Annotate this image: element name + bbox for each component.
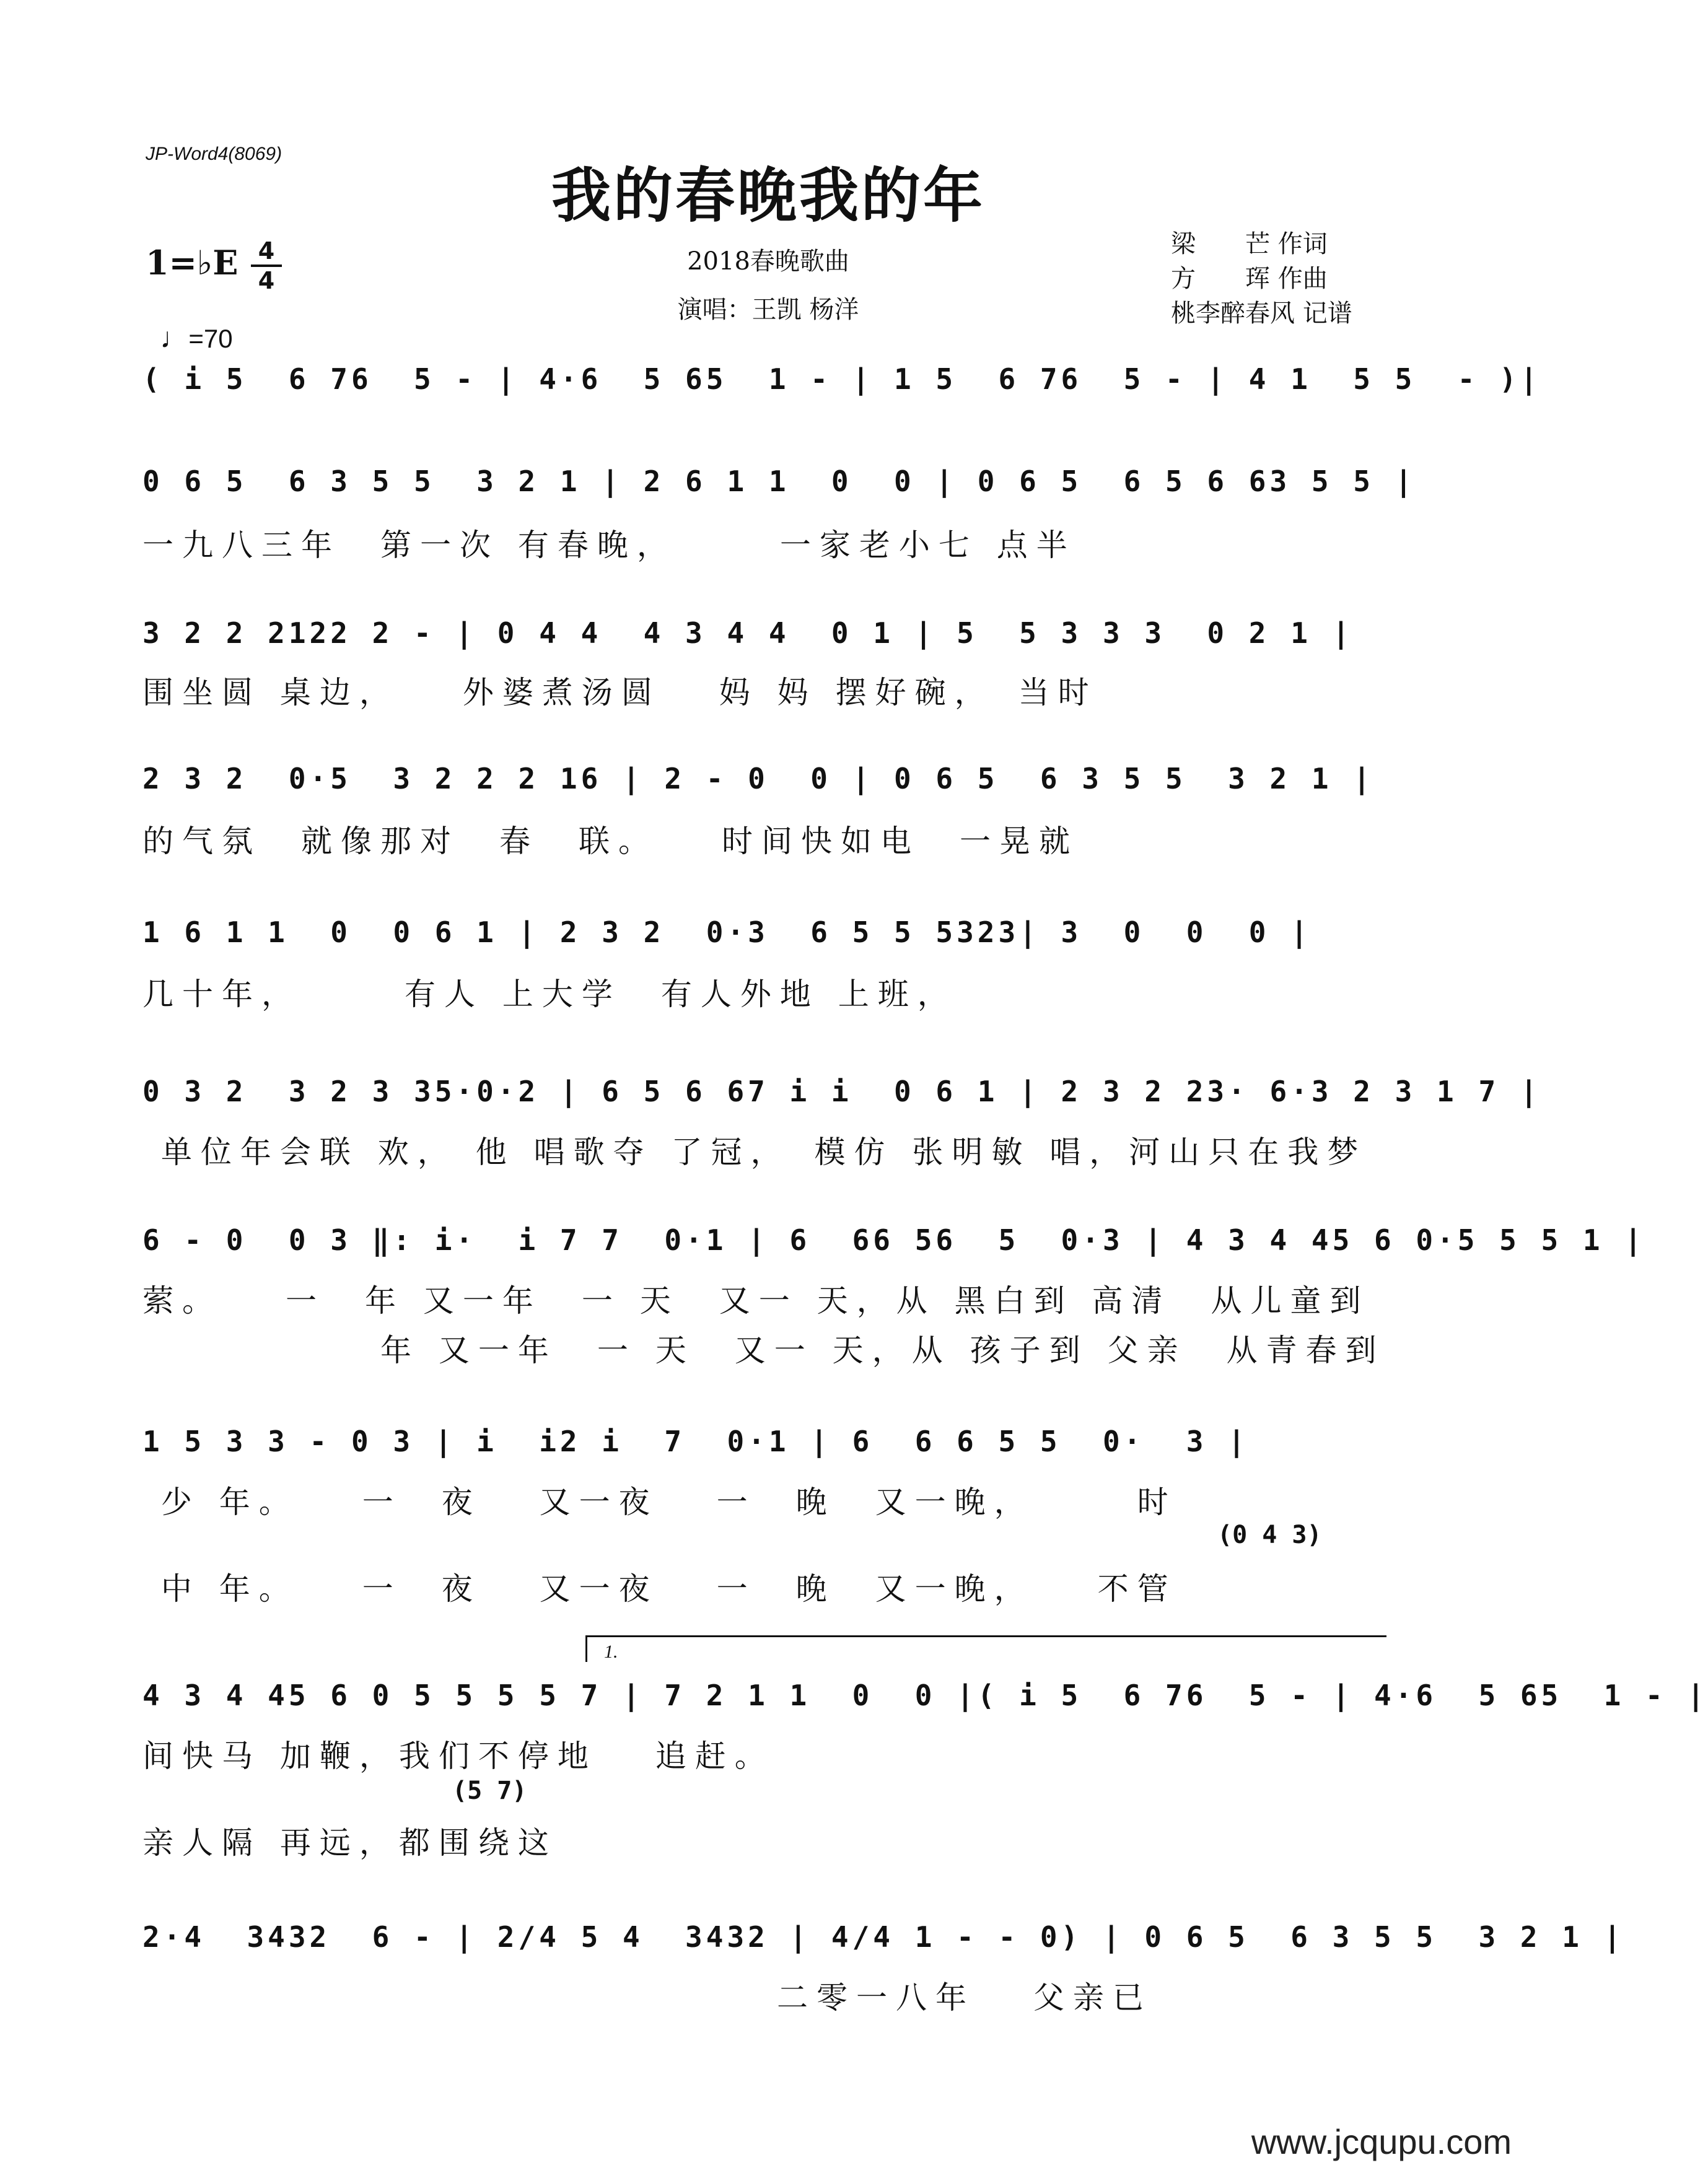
lyric-line: 的气氛 就像那对 春 联。 时间快如电 一晃就 xyxy=(142,823,1079,859)
volta-bracket xyxy=(585,1635,1386,1662)
notation-system-1: ( i 5 6 76 5 - | 4·6 5 65 1 - | 1 5 6 76 5 - | 4 1 5 5 - )| xyxy=(142,362,1541,396)
ossia-notes: (5 7) xyxy=(452,1777,527,1805)
credit-composer: 方 珲 作曲 xyxy=(1171,265,1328,293)
notation-system-10: 2·4 3432 6 - | 2/4 5 4 3432 | 4/4 1 - - 0) | 0 6 5 6 3 5 5 3 2 1 | xyxy=(142,1920,1625,1954)
notation-system-8: 1 5 3 3 - 0 3 | i i2 i 7 0·1 | 6 6 6 5 5 0· 3 | xyxy=(142,1425,1249,1458)
time-signature-bottom: 4 xyxy=(258,267,275,294)
software-label: JP-Word4(8069) xyxy=(146,144,282,164)
key-signature: 1=♭E xyxy=(146,243,239,282)
lyric-line: 一九八三年 第一次 有春晚， 一家老小七 点半 xyxy=(142,527,1076,563)
ossia-notes: (0 4 3) xyxy=(1217,1521,1322,1549)
notation-system-3: 3 2 2 2122 2 - | 0 4 4 4 3 4 4 0 1 | 5 5 3 3 3 0 2 1 | xyxy=(142,616,1354,650)
lyric-line-verse-1: 间快马 加鞭，我们不停地 追赶。 xyxy=(142,1738,774,1774)
lyric-line: 围坐圆 桌边， 外婆煮汤圆 妈 妈 摆好碗， 当时 xyxy=(142,675,1098,710)
lyric-line-verse-2: 亲人隔 再远，都围绕这 xyxy=(142,1825,558,1861)
quarter-note-icon: ♩ xyxy=(160,321,189,354)
notation-system-7: 6 - 0 0 3 ‖: i· i 7 7 0·1 | 6 66 56 5 0·3 | 4 3 4 45 6 0·5 5 5 1 | xyxy=(142,1223,1645,1257)
volta-label: 1. xyxy=(604,1642,618,1662)
watermark: www.jcqupu.com xyxy=(1251,2122,1512,2161)
lyric-line-verse-1: 萦。 一 年 又一年 一 天 又一 天，从 黑白到 高清 从儿童到 xyxy=(142,1283,1370,1319)
lyric-line-verse-2: 中 年。 一 夜 又一夜 一 晚 又一晚， 不管 xyxy=(142,1571,1177,1607)
singers: 演唱：王凯 杨洋 xyxy=(677,295,859,324)
credit-lyricist: 梁 芒 作词 xyxy=(1171,230,1328,258)
notation-system-2: 0 6 5 6 3 5 5 3 2 1 | 2 6 1 1 0 0 | 0 6 5 6 5 6 63 5 5 | xyxy=(142,465,1416,498)
lyric-line-verse-2: 年 又一年 一 天 又一 天，从 孩子到 父亲 从青春到 xyxy=(142,1332,1385,1368)
lyric-line: 单位年会联 欢， 他 唱歌夺 了冠， 模仿 张明敏 唱，河山只在我梦 xyxy=(142,1134,1367,1170)
tempo-value: =70 xyxy=(188,324,233,353)
credit-transcriber: 桃李醉春风 记谱 xyxy=(1171,299,1352,328)
subtitle: 2018春晚歌曲 xyxy=(687,247,849,276)
lyric-line: 几十年， 有人 上大学 有人外地 上班， xyxy=(142,976,957,1012)
song-title: 我的春晚我的年 xyxy=(551,160,985,230)
notation-system-6: 0 3 2 3 2 3 35·0·2 | 6 5 6 67 i i 0 6 1 | 2 3 2 23· 6·3 2 3 1 7 | xyxy=(142,1075,1541,1108)
notation-system-5: 1 6 1 1 0 0 6 1 | 2 3 2 0·3 6 5 5 5323| 3 0 0 0 | xyxy=(142,916,1312,949)
lyric-line-verse-1: 少 年。 一 夜 又一夜 一 晚 又一晚， 时 xyxy=(142,1484,1177,1520)
notation-system-4: 2 3 2 0·5 3 2 2 2 16 | 2 - 0 0 | 0 6 5 6 3 5 5 3 2 1 | xyxy=(142,762,1374,795)
lyric-line: 二零一八年 父亲已 xyxy=(142,1980,1152,2016)
time-signature-top: 4 xyxy=(258,237,275,265)
notation-system-9: 4 3 4 45 6 0 5 5 5 5 7 | 7 2 1 1 0 0 |( i 5 6 76 5 - | 4·6 5 65 1 - | xyxy=(142,1679,1708,1712)
